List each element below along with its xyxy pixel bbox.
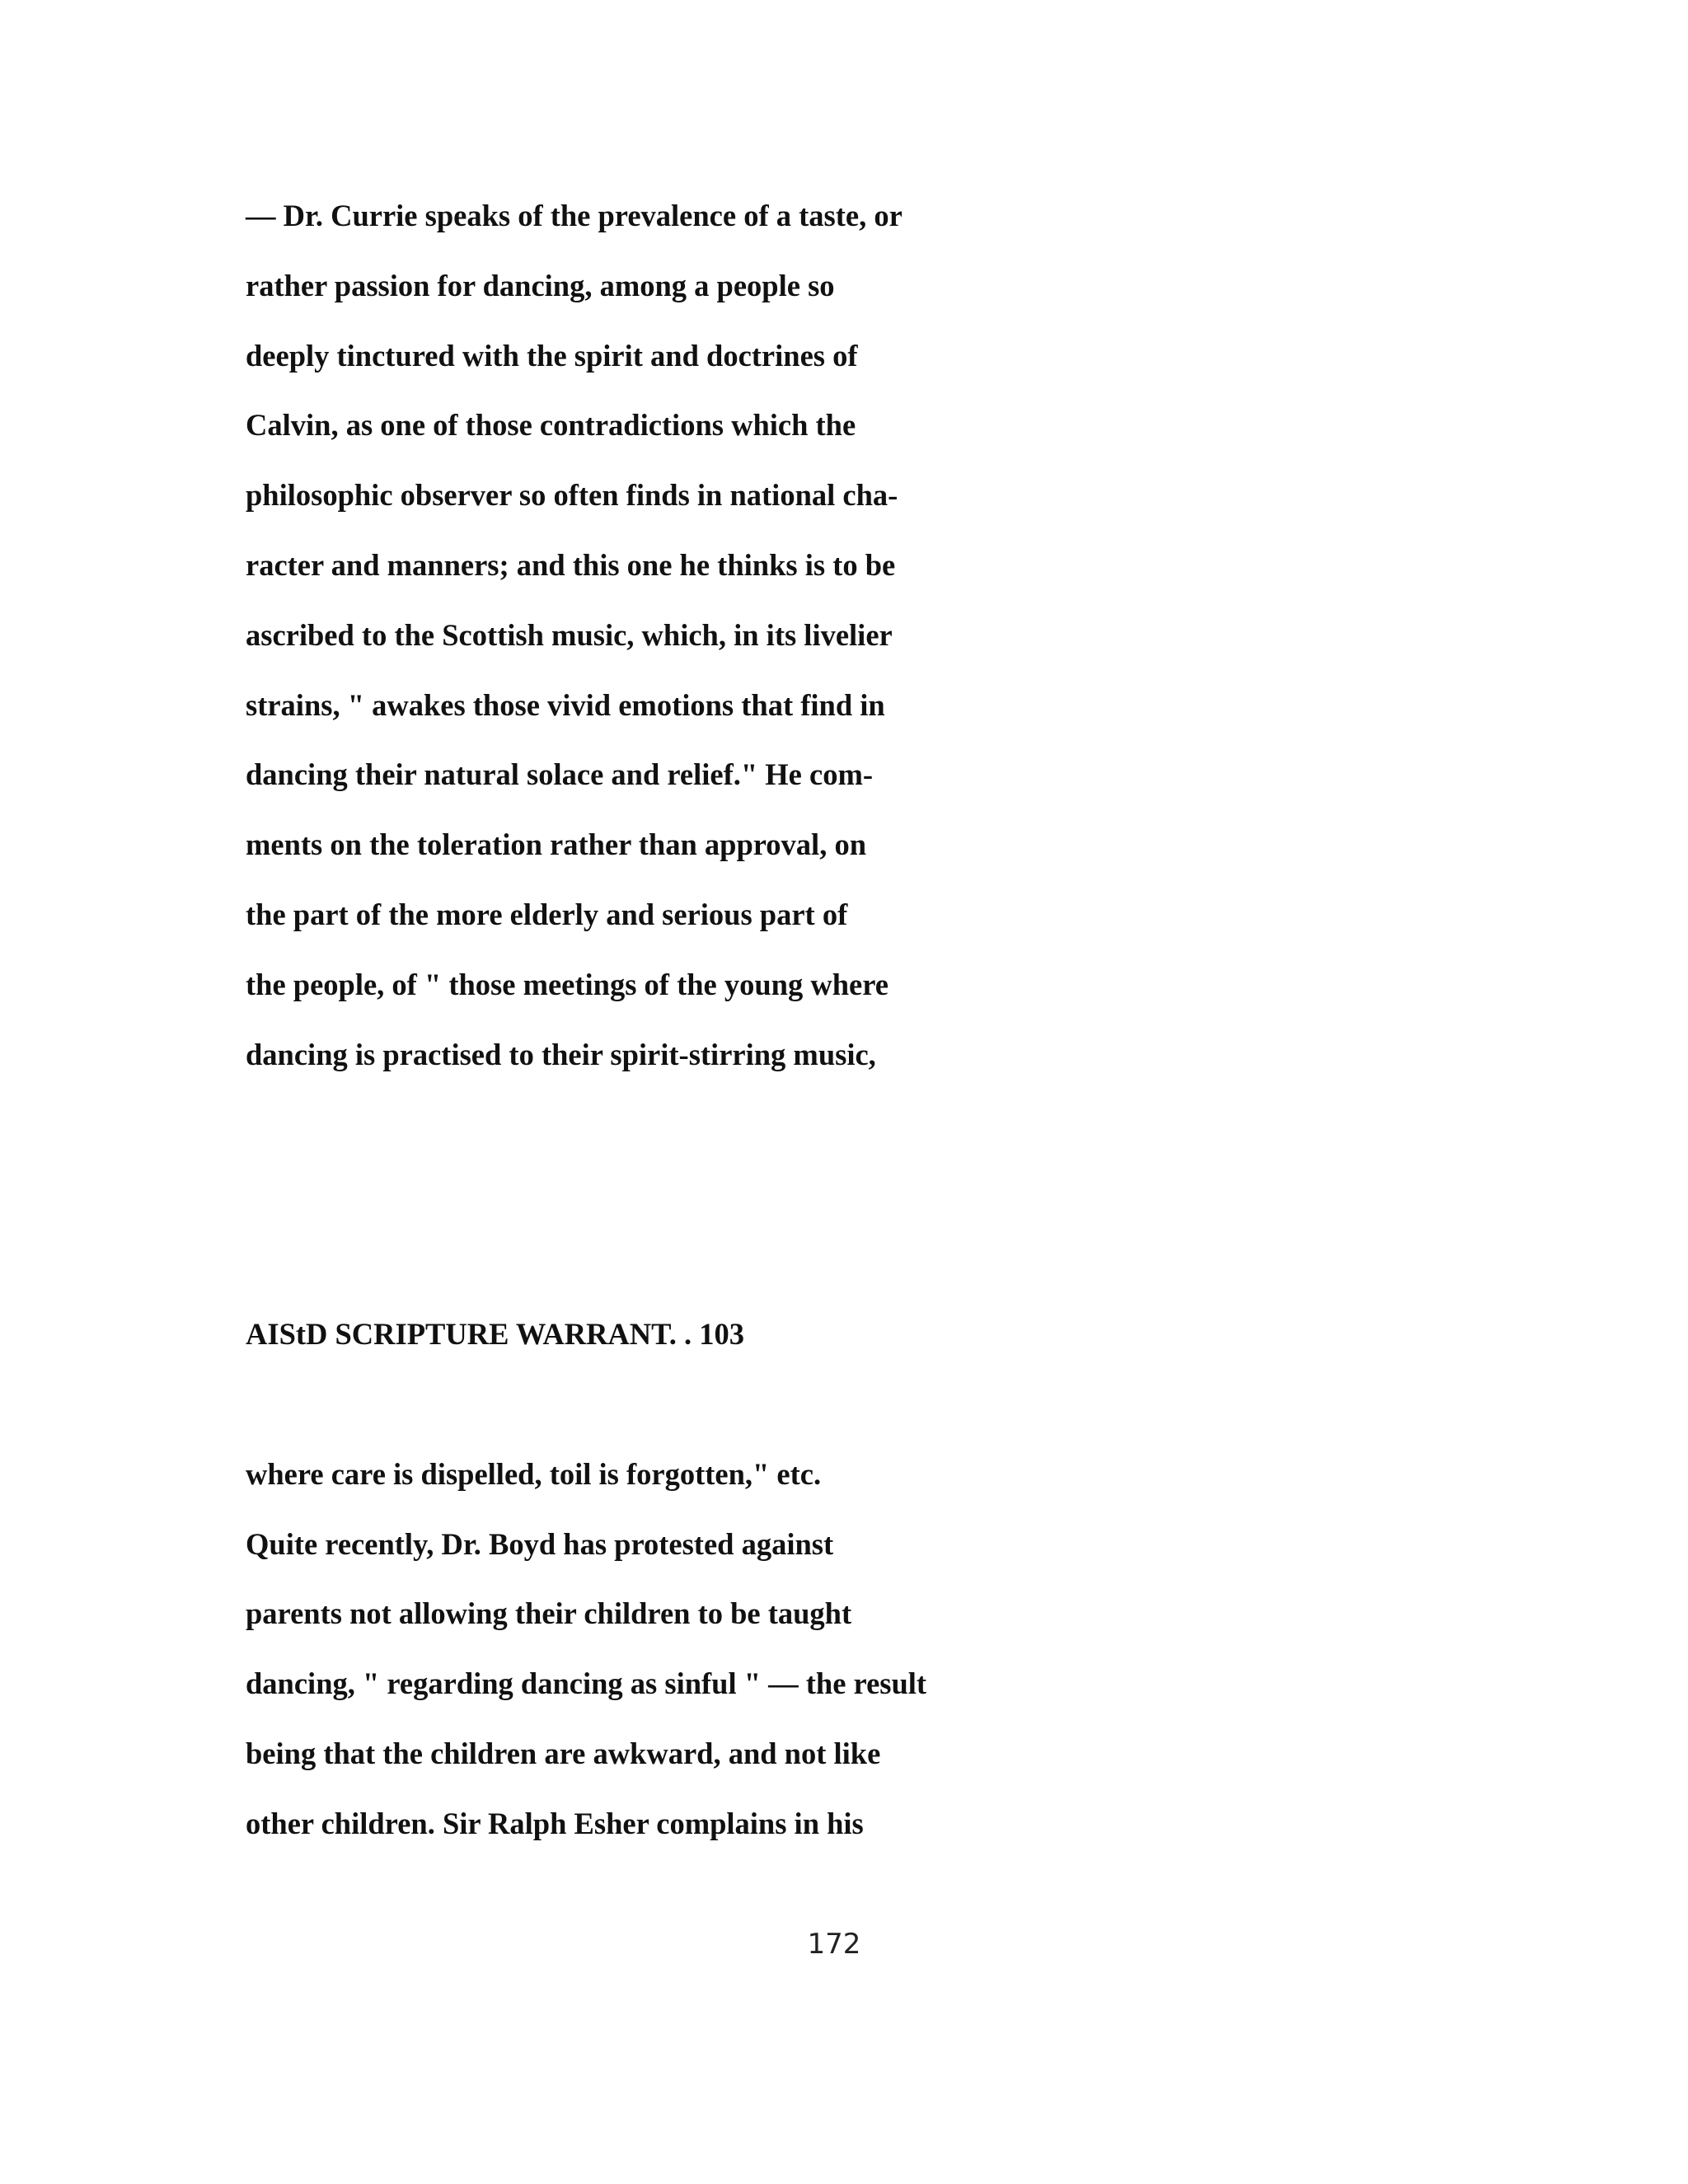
page-number: 172	[807, 1928, 861, 1961]
text-line: other children. Sir Ralph Esher complains in his	[246, 1807, 864, 1840]
text-line: deeply tinctured with the spirit and doctrines of	[246, 339, 858, 373]
text-line: ascribed to the Scottish music, which, in its livelier	[246, 618, 893, 652]
text-line: dancing, " regarding dancing as sinful " — the result	[246, 1666, 927, 1700]
text-line: rather passion for dancing, among a people so	[246, 269, 835, 302]
text-line: being that the children are awkward, and not like	[246, 1736, 881, 1770]
text-line: Calvin, as one of those contradictions which the	[246, 408, 856, 442]
text-line: where care is dispelled, toil is forgotten," etc.	[246, 1457, 822, 1491]
text-line: dancing is practised to their spirit-stirring music,	[246, 1038, 876, 1071]
text-line: philosophic observer so often finds in national cha-	[246, 478, 898, 512]
text-line: the people, of " those meetings of the young where	[246, 968, 889, 1001]
text-line: — Dr. Currie speaks of the prevalence of a taste, or	[246, 199, 903, 232]
text-line: strains, " awakes those vivid emotions that find in	[246, 688, 885, 722]
running-header: AIStD SCRIPTURE WARRANT. . 103	[246, 1317, 745, 1351]
text-line: ments on the toleration rather than approval, on	[246, 827, 866, 861]
text-line: racter and manners; and this one he thinks is to be	[246, 548, 896, 582]
text-line: the part of the more elderly and serious part of	[246, 898, 848, 931]
text-line: parents not allowing their children to be taught	[246, 1596, 852, 1630]
text-line: Quite recently, Dr. Boyd has protested against	[246, 1527, 834, 1561]
text-line: dancing their natural solace and relief." He com-	[246, 757, 874, 791]
